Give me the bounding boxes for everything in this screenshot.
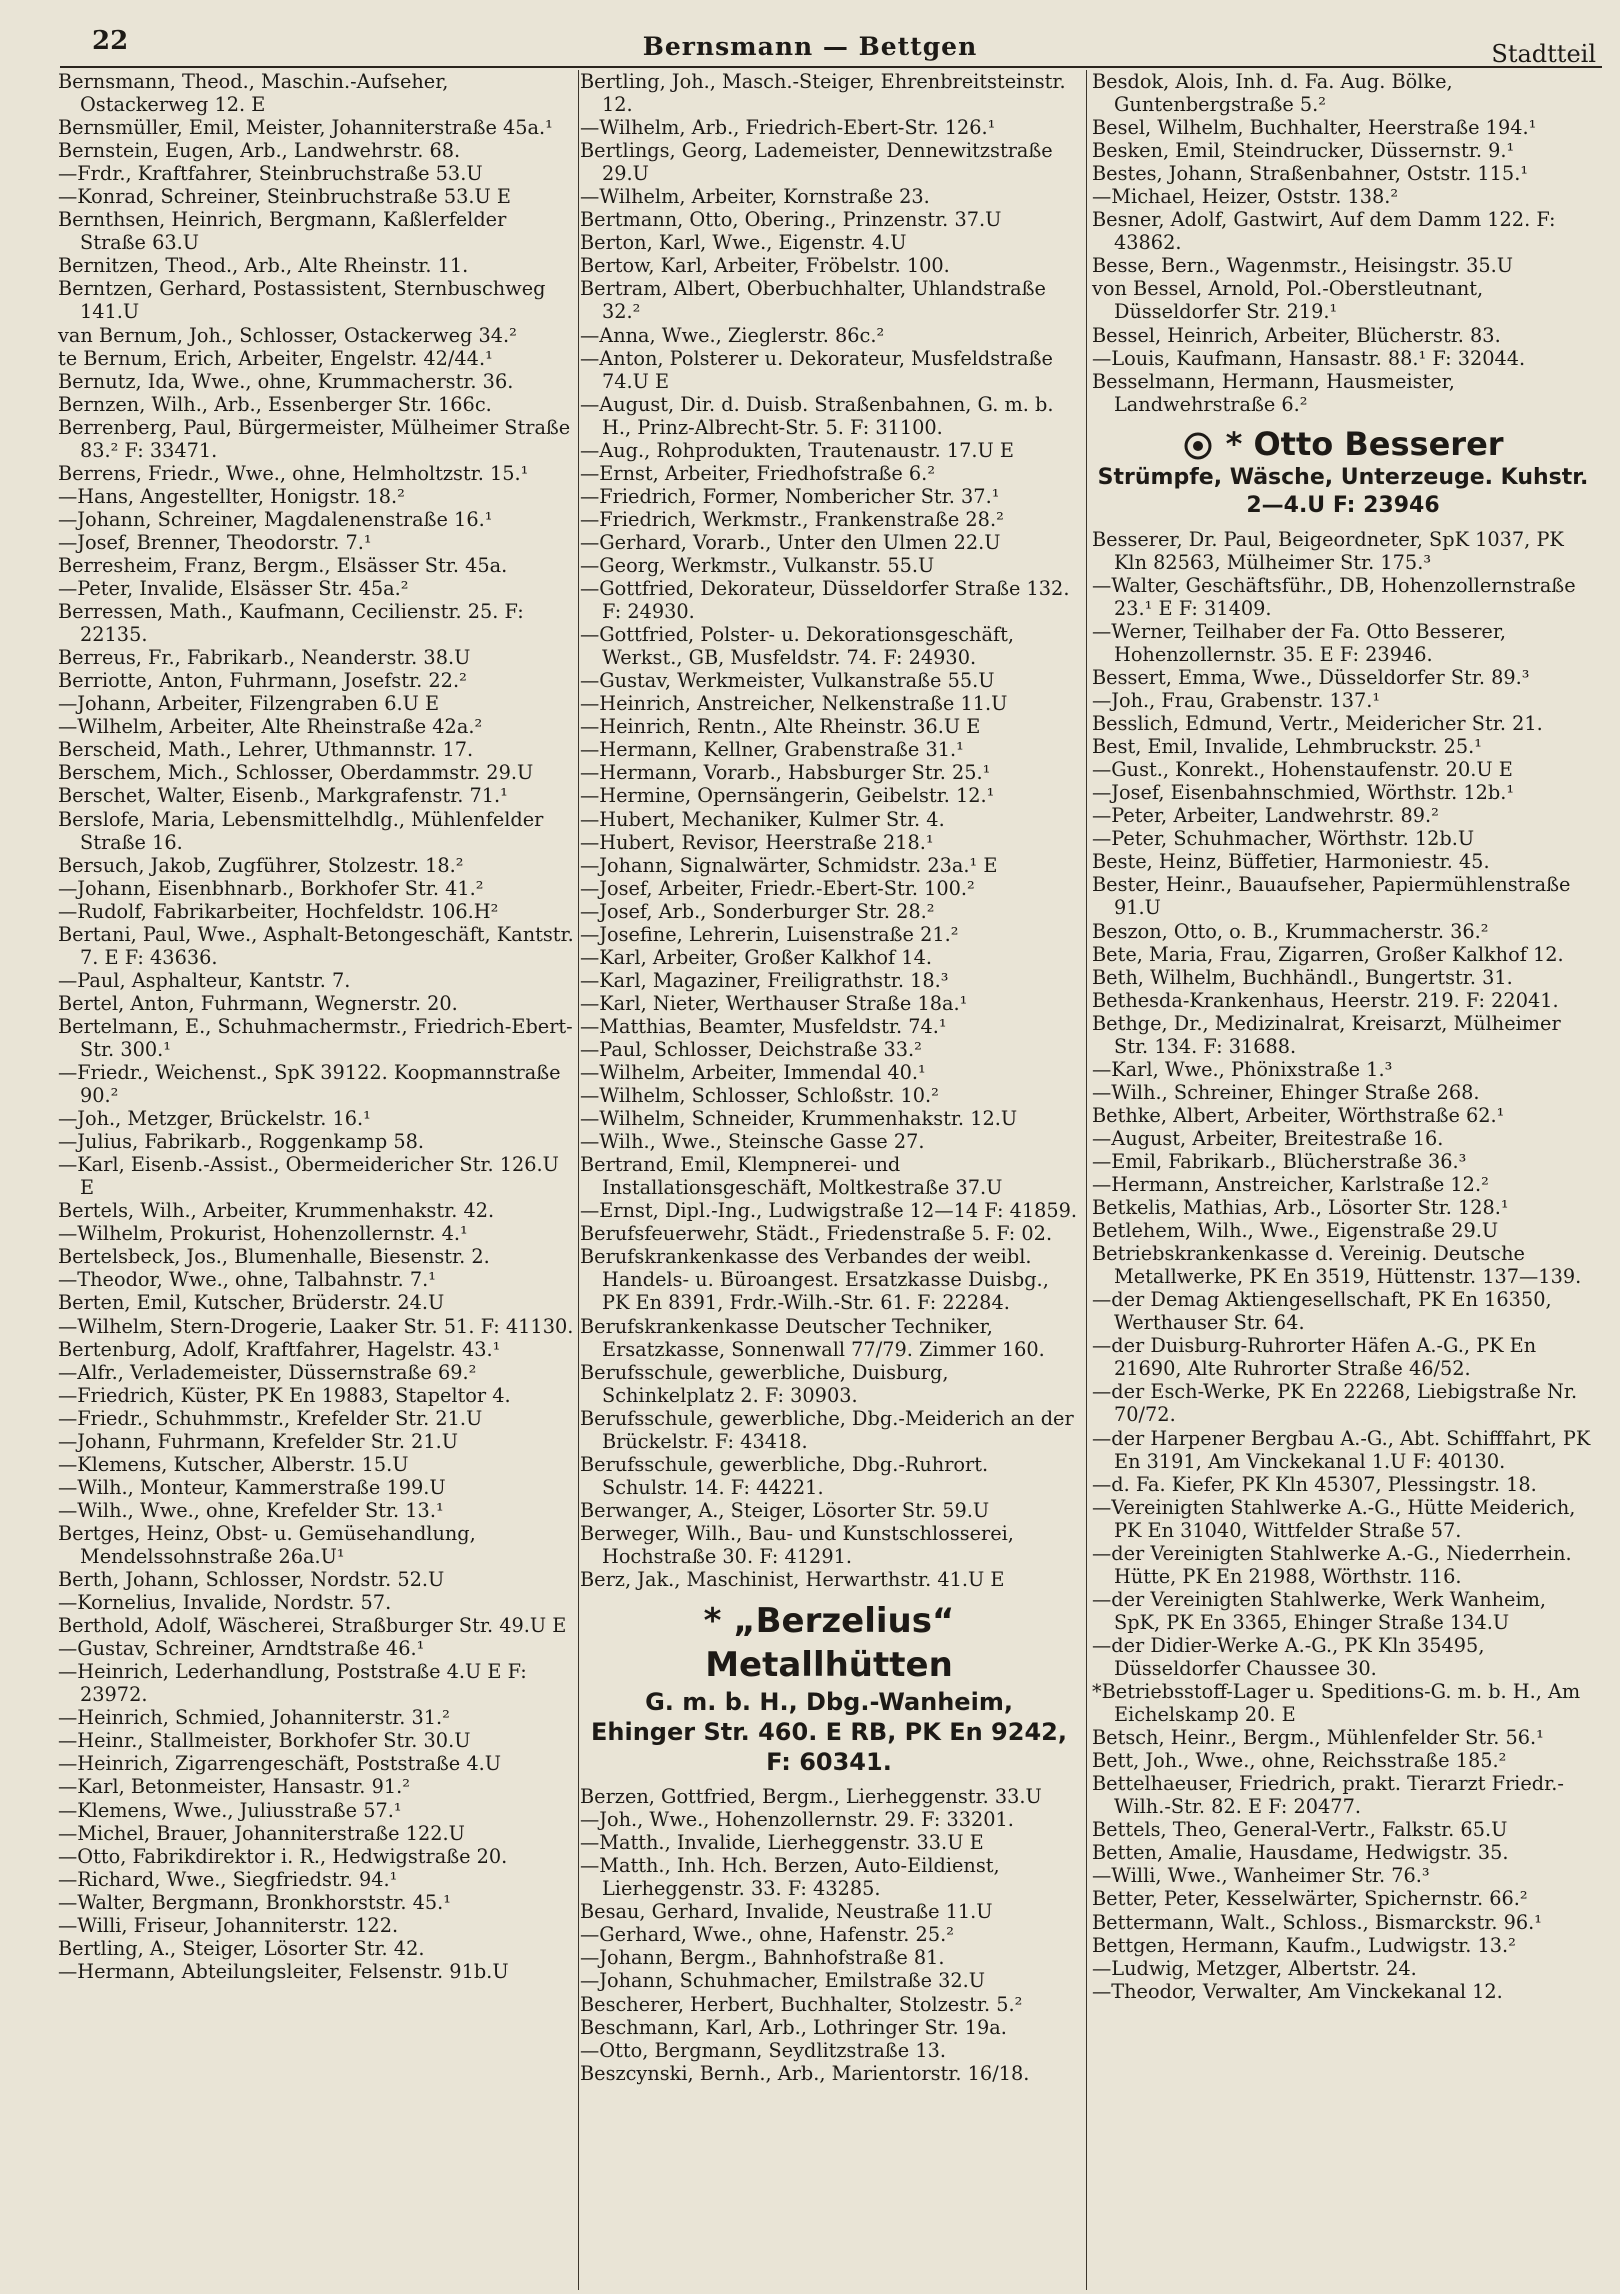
directory-entry: —der Demag Aktiengesellschaft, PK En 16350, Werthauser Str. 64. bbox=[1092, 1288, 1552, 1335]
directory-entry: Berufskrankenkasse des Verbandes der weibl. Handels- u. Büroangest. Ersatzkasse Duisbg., PK En 8391, Frdr.-Wilh.-Str. 61. F: 22284. bbox=[580, 1245, 1049, 1315]
directory-entry: Best, Emil, Invalide, Lehmbruckstr. 25.¹ bbox=[1092, 735, 1482, 759]
directory-entry: —Gerhard, Vorarb., Unter den Ulmen 22.U bbox=[580, 530, 1001, 554]
directory-entry: —Joh., Metzger, Brückelstr. 16.¹ bbox=[58, 1107, 371, 1131]
directory-entry: —Theodor, Verwalter, Am Vinckekanal 12. bbox=[1092, 1979, 1503, 2003]
directory-entry: Bernsmann, Theod., Maschin.-Aufseher, Ostackerweg 12. E bbox=[58, 70, 449, 117]
directory-entry: —Paul, Asphalteur, Kantstr. 7. bbox=[58, 968, 351, 992]
directory-entry: Betlehem, Wilh., Wwe., Eigenstraße 29.U bbox=[1092, 1219, 1499, 1243]
directory-entry: —Johann, Eisenbhnarb., Borkhofer Str. 41.² bbox=[58, 876, 484, 900]
directory-entry: Bethke, Albert, Arbeiter, Wörthstraße 62.¹ bbox=[1092, 1103, 1505, 1127]
directory-entry: —Johann, Arbeiter, Filzengraben 6.U E bbox=[58, 692, 440, 716]
directory-entry: Berweger, Wilh., Bau- und Kunstschlosserei, Hochstraße 30. F: 41291. bbox=[580, 1521, 1014, 1568]
directory-entry: Bertel, Anton, Fuhrmann, Wegnerstr. 20. bbox=[58, 991, 458, 1015]
directory-entry: —Heinrich, Schmied, Johanniterstr. 31.² bbox=[58, 1706, 450, 1730]
directory-entry: —Josef, Arb., Sonderburger Str. 28.² bbox=[580, 899, 935, 923]
directory-entry: —Wilhelm, Arbeiter, Alte Rheinstraße 42a.² bbox=[58, 715, 483, 739]
column-3 bbox=[1092, 70, 1594, 2003]
directory-entry: —Vereinigten Stahlwerke A.-G., Hütte Meiderich, PK En 31040, Wittfelder Straße 57. bbox=[1092, 1495, 1576, 1542]
directory-entry: —Gottfried, Polster- u. Dekorationsgeschäft, Werkst., GB, Musfeldstr. 74. F: 24930. bbox=[580, 623, 1014, 670]
directory-entry: Besau, Gerhard, Invalide, Neustraße 11.U bbox=[580, 1900, 993, 1924]
directory-entry: Berreus, Fr., Fabrikarb., Neanderstr. 38.U bbox=[58, 646, 471, 670]
directory-entry: —Heinrich, Rentn., Alte Rheinstr. 36.U E bbox=[580, 715, 981, 739]
directory-entry: —der Vereinigten Stahlwerke A.-G., Niederrhein. Hütte, PK En 21988, Wörthstr. 116. bbox=[1092, 1541, 1572, 1588]
directory-entry: Berufsfeuerwehr, Städt., Friedenstraße 5. F: 02. bbox=[580, 1222, 1053, 1246]
ad-line: G. m. b. H., Dbg.-Wanheim, bbox=[645, 1688, 1013, 1717]
page-header bbox=[0, 0, 1620, 68]
directory-entry: Beszcynski, Bernh., Arb., Marientorstr. 16/18. bbox=[580, 2061, 1030, 2085]
directory-entry: —Gustav, Werkmeister, Vulkanstraße 55.U bbox=[580, 669, 995, 693]
directory-entry: —Hubert, Revisor, Heerstraße 218.¹ bbox=[580, 830, 934, 854]
directory-entry: Bete, Maria, Frau, Zigarren, Großer Kalkhof 12. bbox=[1092, 942, 1564, 966]
directory-entry: Bertling, A., Steiger, Lösorter Str. 42. bbox=[58, 1936, 425, 1960]
directory-entry: Bestes, Johann, Straßenbahner, Oststr. 115.¹ bbox=[1092, 162, 1529, 186]
besserer-advertisement bbox=[1092, 424, 1594, 520]
directory-entry: —Wilhelm, Arbeiter, Immendal 40.¹ bbox=[580, 1061, 926, 1085]
column-1 bbox=[58, 70, 578, 1983]
directory-entry: Berriotte, Anton, Fuhrmann, Josefstr. 22.² bbox=[58, 669, 467, 693]
header-rule bbox=[60, 66, 1602, 68]
directory-entry: —Josefine, Lehrerin, Luisenstraße 21.² bbox=[580, 922, 959, 946]
berzelius-advertisement bbox=[580, 1599, 1078, 1777]
directory-entry: —Alfr., Verlademeister, Düssernstraße 69.² bbox=[58, 1360, 477, 1384]
directory-entry: —Hermann, Vorarb., Habsburger Str. 25.¹ bbox=[580, 761, 991, 785]
directory-entry: —Anna, Wwe., Zieglerstr. 86c.² bbox=[580, 323, 885, 347]
directory-entry: —Paul, Schlosser, Deichstraße 33.² bbox=[580, 1037, 922, 1061]
directory-entry: Bertlings, Georg, Lademeister, Dennewitzstraße 29.U bbox=[580, 139, 1053, 186]
directory-entry: Betten, Amalie, Hausdame, Hedwigstr. 35. bbox=[1092, 1841, 1509, 1865]
directory-entry: —Frdr., Kraftfahrer, Steinbruchstraße 53.U bbox=[58, 162, 483, 186]
directory-entry: Berressen, Math., Kaufmann, Cecilienstr. 25. F: 22135. bbox=[58, 600, 524, 647]
directory-entry: —Friedrich, Werkmstr., Frankenstraße 28.² bbox=[580, 507, 1004, 531]
directory-entry: Bertling, Joh., Masch.-Steiger, Ehrenbreitsteinstr. 12. bbox=[580, 70, 1066, 117]
directory-entry: —Wilh., Wwe., Steinsche Gasse 27. bbox=[580, 1130, 925, 1154]
directory-entry: —Willi, Friseur, Johanniterstr. 122. bbox=[58, 1913, 399, 1937]
directory-entry: —Hubert, Mechaniker, Kulmer Str. 4. bbox=[580, 807, 945, 831]
directory-entry: —Karl, Betonmeister, Hansastr. 91.² bbox=[58, 1775, 410, 1799]
directory-entry: —Theodor, Wwe., ohne, Talbahnstr. 7.¹ bbox=[58, 1268, 436, 1292]
directory-entry: van Bernum, Joh., Schlosser, Ostackerweg 34.² bbox=[58, 323, 517, 347]
directory-entry: —Hermine, Opernsängerin, Geibelstr. 12.¹ bbox=[580, 784, 995, 808]
directory-entry: —Otto, Fabrikdirektor i. R., Hedwigstraße 20. bbox=[58, 1844, 508, 1868]
directory-entry: —Ernst, Arbeiter, Friedhofstraße 6.² bbox=[580, 461, 936, 485]
directory-entry: —der Vereinigten Stahlwerke, Werk Wanheim, SpK, PK En 3365, Ehinger Straße 134.U bbox=[1092, 1587, 1547, 1634]
directory-entry: Bethesda-Krankenhaus, Heerstr. 219. F: 22041. bbox=[1092, 988, 1559, 1012]
directory-entry: —August, Arbeiter, Breitestraße 16. bbox=[1092, 1126, 1444, 1150]
directory-entry: Besserer, Dr. Paul, Beigeordneter, SpK 1037, PK Kln 82563, Mülheimer Str. 175.³ bbox=[1092, 527, 1564, 574]
ad-company-name: * „Berzelius“ Metallhütten bbox=[703, 1601, 955, 1686]
directory-entry: Betkelis, Mathias, Arb., Lösorter Str. 128.¹ bbox=[1092, 1196, 1509, 1220]
directory-entry: —Rudolf, Fabrikarbeiter, Hochfeldstr. 106.H² bbox=[58, 899, 499, 923]
directory-entry: Beszon, Otto, o. B., Krummacherstr. 36.² bbox=[1092, 919, 1489, 943]
directory-entry: —Hermann, Anstreicher, Karlstraße 12.² bbox=[1092, 1173, 1489, 1197]
directory-entry: te Bernum, Erich, Arbeiter, Engelstr. 42/44.¹ bbox=[58, 346, 493, 370]
directory-entry: —Julius, Fabrikarb., Roggenkamp 58. bbox=[58, 1130, 424, 1154]
directory-entry: Besdok, Alois, Inh. d. Fa. Aug. Bölke, Guntenbergstraße 5.² bbox=[1092, 70, 1453, 117]
directory-entry: Bett, Joh., Wwe., ohne, Reichsstraße 185.² bbox=[1092, 1749, 1507, 1773]
directory-entry: Berufsschule, gewerbliche, Dbg.-Meiderich an der Brückelstr. F: 43418. bbox=[580, 1406, 1074, 1453]
directory-entry: Berufsschule, gewerbliche, Dbg.-Ruhrort. Schulstr. 14. F: 44221. bbox=[580, 1452, 989, 1499]
directory-entry: —Friedr., Schuhmmstr., Krefelder Str. 21.U bbox=[58, 1406, 483, 1430]
directory-entry: —Karl, Nieter, Werthauser Straße 18a.¹ bbox=[580, 991, 968, 1015]
section-label: Stadtteil bbox=[1491, 40, 1596, 68]
directory-entry: —Wilhelm, Prokurist, Hohenzollernstr. 4.¹ bbox=[58, 1222, 468, 1246]
directory-entry: Berntzen, Gerhard, Postassistent, Sternbuschweg 141.U bbox=[58, 277, 546, 324]
directory-entry: —Hans, Angestellter, Honigstr. 18.² bbox=[58, 484, 405, 508]
directory-entry: Besslich, Edmund, Vertr., Meidericher Str. 21. bbox=[1092, 712, 1543, 736]
directory-entry: —Willi, Wwe., Wanheimer Str. 76.³ bbox=[1092, 1864, 1430, 1888]
directory-entry: —Joh., Wwe., Hohenzollernstr. 29. F: 33201. bbox=[580, 1808, 1014, 1832]
directory-entry: —Gottfried, Dekorateur, Düsseldorfer Straße 132. F: 24930. bbox=[580, 577, 1070, 624]
directory-entry: Bessert, Emma, Wwe., Düsseldorfer Str. 89.³ bbox=[1092, 665, 1530, 689]
directory-entry: —Aug., Rohprodukten, Trautenaustr. 17.U E bbox=[580, 438, 1014, 462]
directory-entry: —Louis, Kaufmann, Hansastr. 88.¹ F: 32044. bbox=[1092, 346, 1526, 370]
directory-entry: —Hermann, Kellner, Grabenstraße 31.¹ bbox=[580, 738, 964, 762]
directory-entry: —Werner, Teilhaber der Fa. Otto Besserer, Hohenzollernstr. 35. E F: 23946. bbox=[1092, 619, 1507, 666]
directory-entry: —Klemens, Kutscher, Alberstr. 15.U bbox=[58, 1452, 409, 1476]
directory-entry: —Karl, Eisenb.-Assist., Obermeidericher Str. 126.U E bbox=[58, 1153, 559, 1200]
directory-entry: Beschmann, Karl, Arb., Lothringer Str. 19a. bbox=[580, 2015, 1007, 2039]
directory-entry: —Gustav, Schreiner, Arndtstraße 46.¹ bbox=[58, 1637, 425, 1661]
directory-entry: Betriebskrankenkasse d. Vereinig. Deutsche Metallwerke, PK En 3519, Hüttenstr. 137—139. bbox=[1092, 1242, 1582, 1289]
directory-entry: Berthold, Adolf, Wäscherei, Straßburger Str. 49.U E bbox=[58, 1614, 567, 1638]
directory-entry: Besse, Bern., Wagenmstr., Heisingstr. 35.U bbox=[1092, 254, 1513, 278]
directory-entry: Besken, Emil, Steindrucker, Düssernstr. 9.¹ bbox=[1092, 139, 1515, 163]
directory-entry: —Friedrich, Former, Nombericher Str. 37.¹ bbox=[580, 484, 1000, 508]
directory-entry: Betsch, Heinr., Bergm., Mühlenfelder Str. 56.¹ bbox=[1092, 1726, 1544, 1750]
directory-entry: —Walter, Bergmann, Bronkhorststr. 45.¹ bbox=[58, 1890, 451, 1914]
directory-entry: —Gerhard, Wwe., ohne, Hafenstr. 25.² bbox=[580, 1923, 954, 1947]
directory-entry: Bernitzen, Theod., Arb., Alte Rheinstr. 11. bbox=[58, 254, 469, 278]
column-2 bbox=[580, 70, 1078, 2085]
directory-entry: Berz, Jak., Maschinist, Herwarthstr. 41.U E bbox=[580, 1568, 1005, 1592]
directory-entry: —Emil, Fabrikarb., Blücherstraße 36.³ bbox=[1092, 1149, 1467, 1173]
directory-entry: Bettels, Theo, General-Vertr., Falkstr. 65.U bbox=[1092, 1818, 1508, 1842]
directory-entry: Beste, Heinz, Büffetier, Harmoniestr. 45. bbox=[1092, 850, 1490, 874]
directory-entry: —Peter, Schuhmacher, Wörthstr. 12b.U bbox=[1092, 827, 1475, 851]
directory-entry: Bernstein, Eugen, Arb., Landwehrstr. 68. bbox=[58, 139, 461, 163]
directory-entry: —Josef, Eisenbahnschmied, Wörthstr. 12b.¹ bbox=[1092, 781, 1515, 805]
directory-entry: Bertani, Paul, Wwe., Asphalt-Betongeschäft, Kantstr. 7. E F: 43636. bbox=[58, 922, 574, 969]
directory-entry: —Karl, Wwe., Phönixstraße 1.³ bbox=[1092, 1057, 1393, 1081]
directory-entry: —Wilh., Wwe., ohne, Krefelder Str. 13.¹ bbox=[58, 1498, 444, 1522]
directory-entry: —Konrad, Schreiner, Steinbruchstraße 53.U E bbox=[58, 185, 511, 209]
directory-entry: —Wilhelm, Arbeiter, Kornstraße 23. bbox=[580, 185, 930, 209]
directory-entry: —der Duisburg-Ruhrorter Häfen A.-G., PK En 21690, Alte Ruhrorter Straße 46/52. bbox=[1092, 1334, 1537, 1381]
directory-entry: Bertmann, Otto, Obering., Prinzenstr. 37.U bbox=[580, 208, 1002, 232]
directory-entry: Berth, Johann, Schlosser, Nordstr. 52.U bbox=[58, 1568, 445, 1592]
directory-entry: *Betriebsstoff-Lager u. Speditions-G. m. b. H., Am Eichelskamp 20. E bbox=[1092, 1680, 1581, 1727]
directory-entry: Bettermann, Walt., Schloss., Bismarckstr. 96.¹ bbox=[1092, 1910, 1542, 1934]
directory-entry: —Heinrich, Zigarrengeschäft, Poststraße 4.U bbox=[58, 1752, 501, 1776]
directory-entry: Bernthsen, Heinrich, Bergmann, Kaßlerfelder Straße 63.U bbox=[58, 208, 507, 255]
directory-entry: —Richard, Wwe., Siegfriedstr. 94.¹ bbox=[58, 1867, 398, 1891]
directory-entry: —Wilhelm, Arb., Friedrich-Ebert-Str. 126.¹ bbox=[580, 116, 996, 140]
directory-entry: Bertram, Albert, Oberbuchhalter, Uhlandstraße 32.² bbox=[580, 277, 1046, 324]
directory-entry: Berschet, Walter, Eisenb., Markgrafenstr. 71.¹ bbox=[58, 784, 508, 808]
ad-line: F: 60341. bbox=[766, 1748, 892, 1777]
directory-entry: —Heinrich, Anstreicher, Nelkenstraße 11.U bbox=[580, 692, 1008, 716]
directory-entry: Beth, Wilhelm, Buchhändl., Bungertstr. 31. bbox=[1092, 965, 1513, 989]
directory-entry: —Michael, Heizer, Oststr. 138.² bbox=[1092, 185, 1399, 209]
directory-entry: —Matthias, Beamter, Musfeldstr. 74.¹ bbox=[580, 1014, 947, 1038]
directory-entry: —Hermann, Abteilungsleiter, Felsenstr. 91b.U bbox=[58, 1959, 509, 1983]
directory-entry: Berton, Karl, Wwe., Eigenstr. 4.U bbox=[580, 231, 907, 255]
directory-entry: —der Esch-Werke, PK En 22268, Liebigstraße Nr. 70/72. bbox=[1092, 1380, 1578, 1427]
directory-entry: —Friedrich, Küster, PK En 19883, Stapeltor 4. bbox=[58, 1383, 511, 1407]
directory-entry: —Matth., Inh. Hch. Berzen, Auto-Eildienst, Lierheggenstr. 33. F: 43285. bbox=[580, 1854, 1000, 1901]
directory-entry: Berrenberg, Paul, Bürgermeister, Mülheimer Straße 83.² F: 33471. bbox=[58, 415, 571, 462]
directory-entry: —Wilhelm, Schlosser, Schloßstr. 10.² bbox=[580, 1084, 939, 1108]
directory-entry: —Wilhelm, Schneider, Krummenhakstr. 12.U bbox=[580, 1107, 1018, 1131]
directory-entry: Berresheim, Franz, Bergm., Elsässer Str. 45a. bbox=[58, 553, 508, 577]
directory-entry: —Otto, Bergmann, Seydlitzstraße 13. bbox=[580, 2038, 946, 2062]
directory-entry: Berslofe, Maria, Lebensmittelhdlg., Mühlenfelder Straße 16. bbox=[58, 807, 544, 854]
ad-line: Ehinger Str. 460. E RB, PK En 9242, bbox=[591, 1718, 1067, 1747]
directory-entry: Bertrand, Emil, Klempnerei- und Installationsgeschäft, Moltkestraße 37.U bbox=[580, 1153, 1003, 1200]
directory-entry: —Johann, Fuhrmann, Krefelder Str. 21.U bbox=[58, 1429, 459, 1453]
directory-entry: Bertges, Heinz, Obst- u. Gemüsehandlung, Mendelssohnstraße 26a.U¹ bbox=[58, 1521, 476, 1568]
column-divider bbox=[1086, 70, 1087, 2290]
directory-entry: Bethge, Dr., Medizinalrat, Kreisarzt, Mülheimer Str. 134. F: 31688. bbox=[1092, 1011, 1561, 1058]
directory-entry: —Wilh., Schreiner, Ehinger Straße 268. bbox=[1092, 1080, 1480, 1104]
directory-entry: —Friedr., Weichenst., SpK 39122. Koopmannstraße 90.² bbox=[58, 1061, 561, 1108]
directory-entry: —Georg, Werkmstr., Vulkanstr. 55.U bbox=[580, 553, 935, 577]
directory-entry: Berrens, Friedr., Wwe., ohne, Helmholtzstr. 15.¹ bbox=[58, 461, 529, 485]
directory-entry: Bertelmann, E., Schuhmachermstr., Friedrich-Ebert-Str. 300.¹ bbox=[58, 1014, 573, 1061]
directory-entry: Bettelhaeuser, Friedrich, prakt. Tierarzt Friedr.-Wilh.-Str. 82. E F: 20477. bbox=[1092, 1772, 1564, 1819]
directory-entry: —Kornelius, Invalide, Nordstr. 57. bbox=[58, 1591, 392, 1615]
directory-entry: —Karl, Arbeiter, Großer Kalkhof 14. bbox=[580, 945, 932, 969]
directory-entry: Besel, Wilhelm, Buchhalter, Heerstraße 194.¹ bbox=[1092, 116, 1537, 140]
directory-entry: —Johann, Signalwärter, Schmidstr. 23a.¹ E bbox=[580, 853, 998, 877]
directory-entry: Berufsschule, gewerbliche, Duisburg, Schinkelplatz 2. F: 30903. bbox=[580, 1360, 949, 1407]
directory-entry: —Wilh., Monteur, Kammerstraße 199.U bbox=[58, 1475, 446, 1499]
directory-entry: Bernutz, Ida, Wwe., ohne, Krummacherstr. 36. bbox=[58, 369, 514, 393]
ad-company-name: * Otto Besserer bbox=[1092, 424, 1594, 464]
directory-entry: Besselmann, Hermann, Hausmeister, Landwehrstraße 6.² bbox=[1092, 369, 1455, 416]
directory-entry: Berten, Emil, Kutscher, Brüderstr. 24.U bbox=[58, 1291, 445, 1315]
directory-entry: —August, Dir. d. Duisb. Straßenbahnen, G. m. b. H., Prinz-Albrecht-Str. 5. F: 31100. bbox=[580, 392, 1054, 439]
directory-entry: —Johann, Bergm., Bahnhofstraße 81. bbox=[580, 1946, 945, 1970]
ad-line: Strümpfe, Wäsche, Unterzeuge. Kuhstr. 2—4.U F: 23946 bbox=[1097, 464, 1589, 518]
directory-entry: Bettgen, Hermann, Kaufm., Ludwigstr. 13.² bbox=[1092, 1933, 1516, 1957]
directory-entry: —d. Fa. Kiefer, PK Kln 45307, Plessingstr. 18. bbox=[1092, 1472, 1537, 1496]
directory-entry: —Heinr., Stallmeister, Borkhofer Str. 30.U bbox=[58, 1729, 471, 1753]
directory-entry: —Peter, Arbeiter, Landwehrstr. 89.² bbox=[1092, 804, 1439, 828]
directory-entry: —Johann, Schuhmacher, Emilstraße 32.U bbox=[580, 1969, 986, 1993]
directory-entry: Bertelsbeck, Jos., Blumenhalle, Biesenstr. 2. bbox=[58, 1245, 490, 1269]
directory-entry: Better, Peter, Kesselwärter, Spichernstr. 66.² bbox=[1092, 1887, 1528, 1911]
directory-entry: —Wilhelm, Stern-Drogerie, Laaker Str. 51. F: 41130. bbox=[58, 1314, 574, 1338]
directory-entry: —Heinrich, Lederhandlung, Poststraße 4.U E F: 23972. bbox=[58, 1660, 527, 1707]
directory-entry: —Walter, Geschäftsführ., DB, Hohenzollernstraße 23.¹ E F: 31409. bbox=[1092, 573, 1576, 620]
directory-entry: Berscheid, Math., Lehrer, Uthmannstr. 17. bbox=[58, 738, 474, 762]
page-title: Bernsmann — Bettgen bbox=[642, 32, 978, 61]
directory-entry: —der Didier-Werke A.-G., PK Kln 35495, Düsseldorfer Chaussee 30. bbox=[1092, 1633, 1485, 1680]
directory-entry: Bernsmüller, Emil, Meister, Johanniterstraße 45a.¹ bbox=[58, 116, 553, 140]
directory-entry: Bessel, Heinrich, Arbeiter, Blücherstr. 83. bbox=[1092, 323, 1501, 347]
directory-entry: —Anton, Polsterer u. Dekorateur, Musfeldstraße 74.U E bbox=[580, 346, 1053, 393]
directory-entry: Bersuch, Jakob, Zugführer, Stolzestr. 18.² bbox=[58, 853, 464, 877]
directory-entry: —Johann, Schreiner, Magdalenenstraße 16.¹ bbox=[58, 507, 493, 531]
directory-entry: Berschem, Mich., Schlosser, Oberdammstr. 29.U bbox=[58, 761, 534, 785]
directory-entry: —Klemens, Wwe., Juliusstraße 57.¹ bbox=[58, 1798, 402, 1822]
directory-entry: Berwanger, A., Steiger, Lösorter Str. 59.U bbox=[580, 1498, 990, 1522]
directory-entry: —der Harpener Bergbau A.-G., Abt. Schifffahrt, PK En 3191, Am Vinckekanal 1.U F: 40130. bbox=[1092, 1426, 1591, 1473]
directory-entry: —Gust., Konrekt., Hohenstaufenstr. 20.U E bbox=[1092, 758, 1513, 782]
directory-entry: Berzen, Gottfried, Bergm., Lierheggenstr. 33.U bbox=[580, 1785, 1042, 1809]
directory-entry: Bertow, Karl, Arbeiter, Fröbelstr. 100. bbox=[580, 254, 950, 278]
page-number: 22 bbox=[92, 26, 129, 56]
directory-entry: —Matth., Invalide, Lierheggenstr. 33.U E bbox=[580, 1831, 984, 1855]
directory-entry: von Bessel, Arnold, Pol.-Oberstleutnant, Düsseldorfer Str. 219.¹ bbox=[1092, 277, 1484, 324]
directory-entry: —Joh., Frau, Grabenstr. 137.¹ bbox=[1092, 689, 1381, 713]
directory-entry: Berufskrankenkasse Deutscher Techniker, Ersatzkasse, Sonnenwall 77/79. Zimmer 160. bbox=[580, 1314, 1045, 1361]
directory-entry: —Josef, Brenner, Theodorstr. 7.¹ bbox=[58, 530, 372, 554]
directory-entry: Bescherer, Herbert, Buchhalter, Stolzestr. 5.² bbox=[580, 1992, 1023, 2016]
directory-entry: —Karl, Magaziner, Freiligrathstr. 18.³ bbox=[580, 968, 949, 992]
directory-entry: Bertels, Wilh., Arbeiter, Krummenhakstr. 42. bbox=[58, 1199, 495, 1223]
company-logo-icon bbox=[1182, 430, 1214, 462]
directory-entry: Besner, Adolf, Gastwirt, Auf dem Damm 122. F: 43862. bbox=[1092, 208, 1556, 255]
directory-entry: Bernzen, Wilh., Arb., Essenberger Str. 166c. bbox=[58, 392, 492, 416]
directory-entry: Bertenburg, Adolf, Kraftfahrer, Hagelstr. 43.¹ bbox=[58, 1337, 501, 1361]
directory-entry: —Michel, Brauer, Johanniterstraße 122.U bbox=[58, 1821, 465, 1845]
directory-entry: —Ludwig, Metzger, Albertstr. 24. bbox=[1092, 1956, 1417, 1980]
directory-entry: —Ernst, Dipl.-Ing., Ludwigstraße 12—14 F: 41859. bbox=[580, 1199, 1078, 1223]
directory-entry: Bester, Heinr., Bauaufseher, Papiermühlenstraße 91.U bbox=[1092, 873, 1571, 920]
directory-entry: —Peter, Invalide, Elsässer Str. 45a.² bbox=[58, 577, 409, 601]
directory-entry: —Josef, Arbeiter, Friedr.-Ebert-Str. 100.² bbox=[580, 876, 975, 900]
column-divider bbox=[578, 70, 579, 2290]
